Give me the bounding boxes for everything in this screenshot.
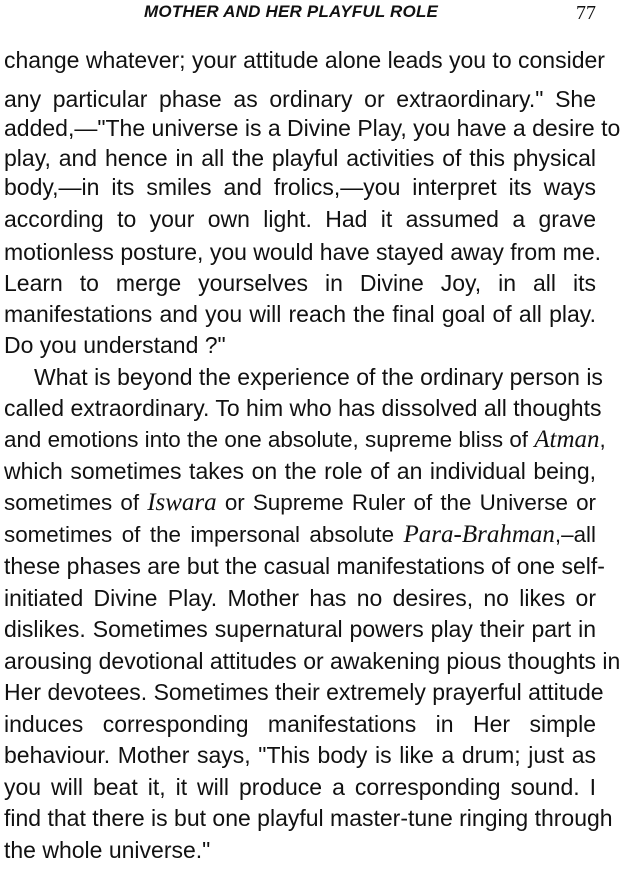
text-line: you will beat it, it will produce a corresponding sound. I <box>4 774 596 800</box>
text-line: Do you understand ?" <box>4 332 226 358</box>
text-line: Her devotees. Sometimes their extremely prayerful attitude <box>4 679 604 705</box>
text-line: called extraordinary. To him who has dissolved all thoughts <box>4 395 602 421</box>
text-line: Learn to merge yourselves in Divine Joy, in all its <box>4 270 596 296</box>
running-header <box>4 2 596 24</box>
text-line <box>4 488 596 518</box>
text-line: induces corresponding manifestations in Her simple <box>4 711 596 737</box>
text-segment: or Supreme Ruler of the Universe or <box>216 490 596 515</box>
text-segment: , <box>599 427 606 452</box>
text-line: manifestations and you will reach the final goal of all play. <box>4 301 596 327</box>
text-line: which sometimes takes on the role of an individual being, <box>4 458 596 484</box>
italic-term-para-brahman: Para-Brahman <box>403 521 555 548</box>
text-segment: sometimes of the impersonal absolute <box>4 522 404 547</box>
italic-term-iswara: Iswara <box>147 489 217 516</box>
text-segment: sometimes of <box>4 490 148 515</box>
text-line <box>4 425 606 455</box>
text-line: any particular phase as ordinary or extraordinary." She <box>4 86 596 112</box>
text-line: initiated Divine Play. Mother has no desires, no likes or <box>4 585 596 611</box>
running-title: MOTHER AND HER PLAYFUL ROLE <box>144 2 439 21</box>
text-line: find that there is but one playful master-tune ringing through <box>4 805 613 831</box>
text-line: these phases are but the casual manifestations of one self- <box>4 553 605 579</box>
page-number: 77 <box>576 2 596 24</box>
text-line: dislikes. Sometimes supernatural powers play their part in <box>4 616 596 642</box>
text-line: the whole universe." <box>4 837 211 863</box>
text-line: body,—in its smiles and frolics,—you interpret its ways <box>4 174 596 200</box>
text-line: behaviour. Mother says, "This body is like a drum; just as <box>4 742 596 768</box>
text-segment: ,–all <box>554 522 596 547</box>
text-line: motionless posture, you would have stayed away from me. <box>4 239 602 265</box>
text-line: added,—"The universe is a Divine Play, you have a desire to <box>4 115 620 141</box>
text-line: play, and hence in all the playful activities of this physical <box>4 145 596 171</box>
text-segment: and emotions into the one absolute, supreme bliss of <box>4 427 535 452</box>
text-line: arousing devotional attitudes or awakening pious thoughts in <box>4 648 620 674</box>
text-line <box>4 520 596 550</box>
paragraph-first-line: What is beyond the experience of the ordinary person is <box>34 364 603 390</box>
text-line: according to your own light. Had it assumed a grave <box>4 206 596 232</box>
text-line: change whatever; your attitude alone leads you to consider <box>4 47 605 73</box>
italic-term-atman: Atman <box>534 426 600 453</box>
